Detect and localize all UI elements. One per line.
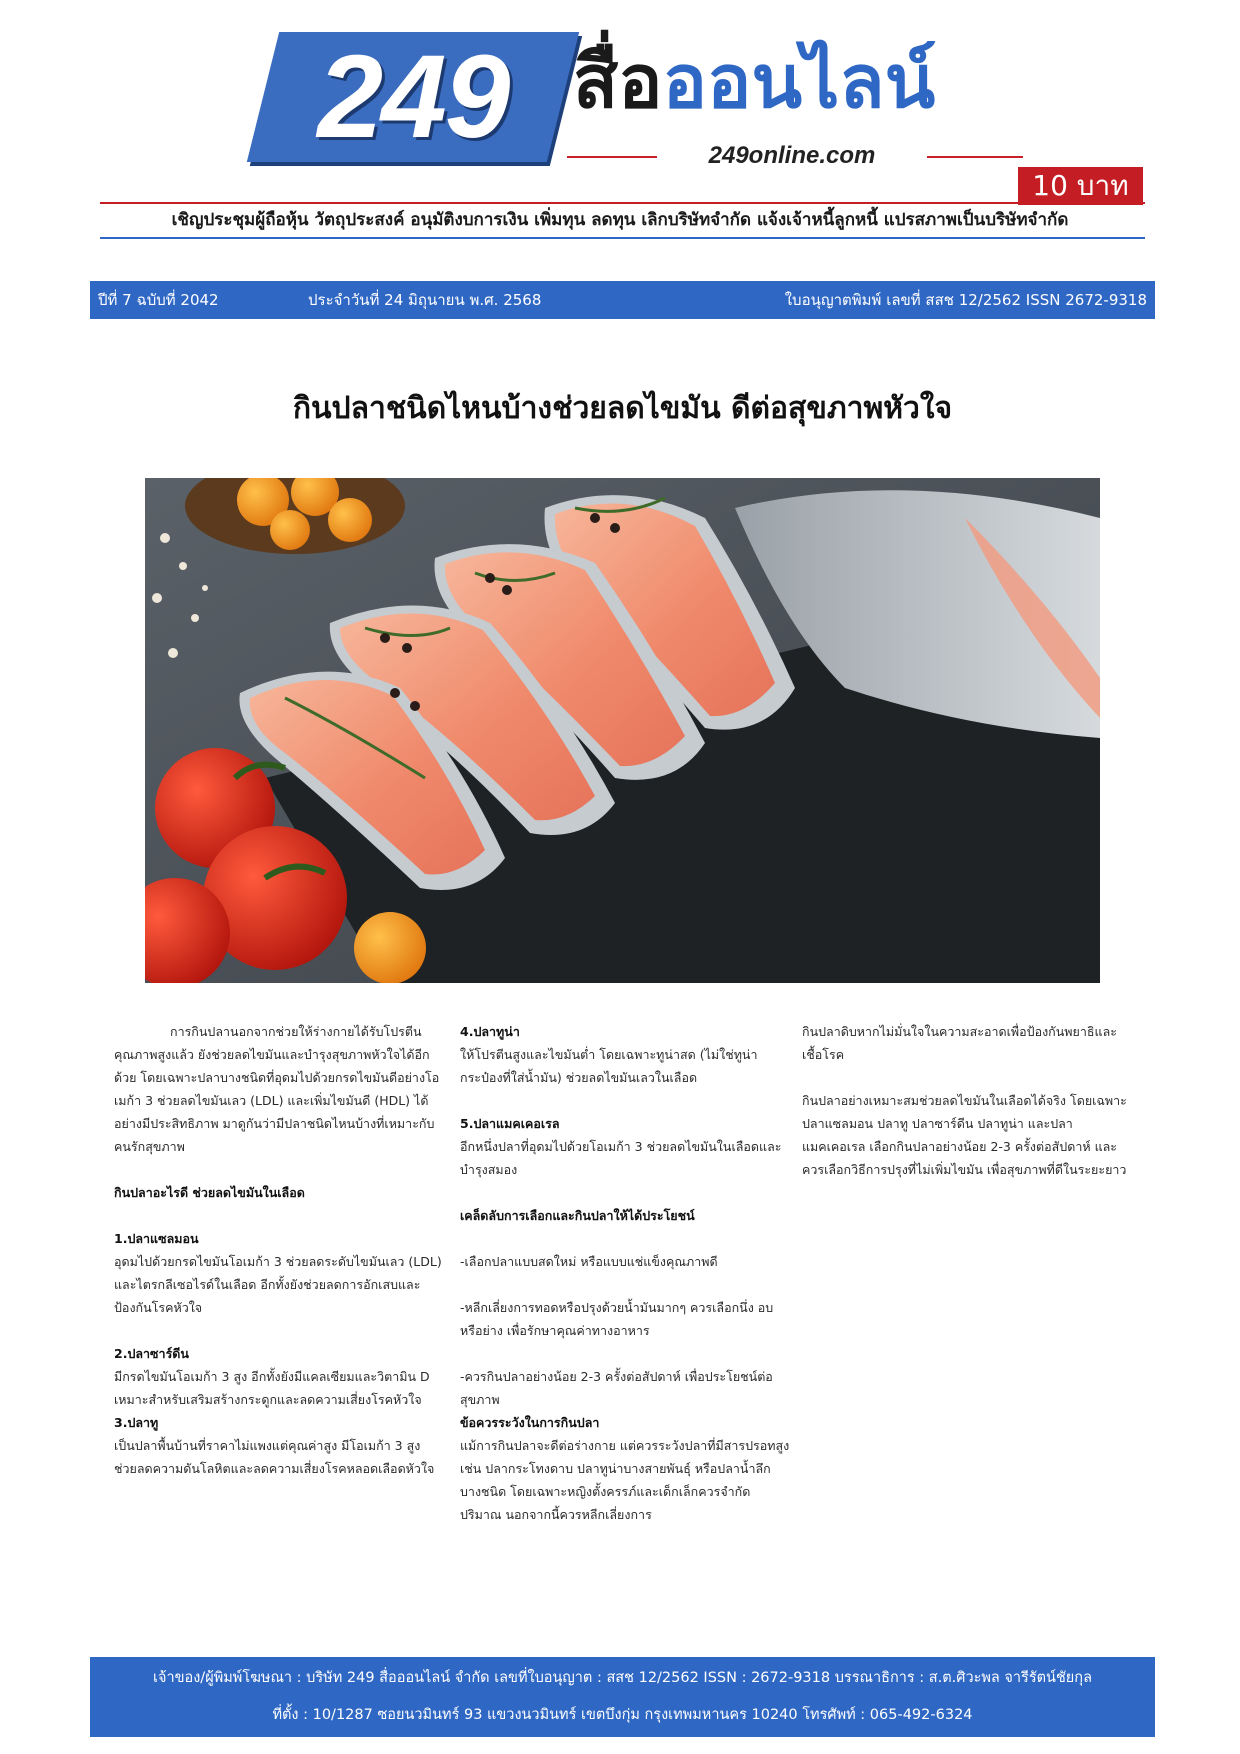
item-title-sardine: 2.ปลาซาร์ดีน — [114, 1346, 189, 1361]
article-intro: การกินปลานอกจากช่วยให้ร่างกายได้รับโปรตีนคุณภาพสูงแล้ว ยังช่วยลดไขมันและบำรุงสุขภาพหัวใจได้อีกด้วย โดยเฉพาะปลาบางชนิดที่อุดมไปด้วยกรดไขมันดีอย่างโอเมก้า 3 ช่วยลดไขมันเลว (LDL) และเพิ่มไขมันดี (HDL) ได้อย่างมีประสิทธิภาพ มาดูกันว่ามีปลาชนิดไหนบ้างที่เหมาะกับคนรักสุขภาพ — [114, 1024, 440, 1154]
item-text-salmon: อุดมไปด้วยกรดไขมันโอเมก้า 3 ช่วยลดระดับไขมันเลว (LDL) และไตรกลีเซอไรด์ในเลือด อีกทั้งยังช่วยลดการอักเสบและป้องกันโรคหัวใจ — [114, 1254, 442, 1315]
logo-url: 249online.com — [708, 142, 876, 169]
article-column-3 — [802, 1020, 1132, 1181]
item-title-mackerel: 5.ปลาแมคเคอเรล — [460, 1116, 560, 1131]
article-headline: กินปลาชนิดไหนบ้างช่วยลดไขมัน ดีต่อสุขภาพหัวใจ — [292, 391, 953, 426]
item-title-tuna: 4.ปลาทูน่า — [460, 1024, 520, 1039]
logo-name-part2: ออนไลน์ — [662, 39, 936, 125]
article-photo — [145, 478, 1100, 983]
section-heading: กินปลาอะไรดี ช่วยลดไขมันในเลือด — [114, 1185, 305, 1200]
price-badge: 10 บาท — [1018, 167, 1143, 205]
issue-number: ปีที่ 7 ฉบับที่ 2042 — [98, 291, 219, 309]
masthead-tagline: เชิญประชุมผู้ถือหุ้น วัตถุประสงค์ อนุมัติงบการเงิน เพิ่มทุน ลดทุน เลิกบริษัทจำกัด แจ้งเจ้าหนี้ลูกหนี้ แปรสภาพเป็นบริษัทจำกัด — [171, 210, 1069, 230]
item-text-tuna: ให้โปรตีนสูงและไขมันต่ำ โดยเฉพาะทูน่าสด (ไม่ใช่ทูน่ากระป๋องที่ใส่น้ำมัน) ช่วยลดไขมันเลวในเลือด — [460, 1047, 758, 1085]
tip-2: -หลีกเลี่ยงการทอดหรือปรุงด้วยน้ำมันมากๆ ควรเลือกนึ่ง อบ หรือย่าง เพื่อรักษาคุณค่าทางอาหาร — [460, 1300, 774, 1338]
logo-number: 249 — [317, 31, 509, 163]
logo-rule-left — [567, 156, 657, 158]
issue-license: ใบอนุญาตพิมพ์ เลขที่ สสช 12/2562 ISSN 2672-9318 — [784, 291, 1147, 309]
article-closing: กินปลาอย่างเหมาะสมช่วยลดไขมันในเลือดได้จริง โดยเฉพาะปลาแซลมอน ปลาทู ปลาซาร์ดีน ปลาทูน่า และปลาแมคเคอเรล เลือกกินปลาอย่างน้อย 2-3 ครั้งต่อสัปดาห์ และควรเลือกวิธีการปรุงที่ไม่เพิ่มไขมัน เพื่อสุขภาพที่ดีในระยะยาว — [802, 1093, 1127, 1177]
tips-heading: เคล็ดลับการเลือกและกินปลาให้ได้ประโยชน์ — [460, 1208, 695, 1223]
item-text-sardine: มีกรดไขมันโอเมก้า 3 สูง อีกทั้งยังมีแคลเซียมและวิตามิน D เหมาะสำหรับเสริมสร้างกระดูกและลดความเสี่ยงโรคหัวใจ — [114, 1369, 430, 1407]
item-text-mackerel-thai: เป็นปลาพื้นบ้านที่ราคาไม่แพงแต่คุณค่าสูง มีโอเมก้า 3 สูง ช่วยลดความดันโลหิตและลดความเสี่ยงโรคหลอดเลือดหัวใจ — [114, 1438, 435, 1476]
footer-bar — [90, 1657, 1155, 1737]
caution-continuation: กินปลาดิบหากไม่มั่นใจในความสะอาดเพื่อป้องกันพยาธิและเชื้อโรค — [802, 1024, 1117, 1062]
footer-address: ที่ตั้ง : 10/1287 ซอยนวมินทร์ 93 แขวงนวมินทร์ เขตบึงกุ่ม กรุงเทพมหานคร 10240 โทรศัพท์ : 065-492-6324 — [272, 1707, 973, 1723]
article-column-2 — [460, 1020, 790, 1526]
item-title-salmon: 1.ปลาแซลมอน — [114, 1231, 199, 1246]
article-column-1 — [114, 1020, 444, 1480]
issue-date: ประจำวันที่ 24 มิถุนายน พ.ศ. 2568 — [308, 291, 542, 309]
issue-bar — [90, 281, 1155, 319]
masthead-blue-rule — [100, 237, 1145, 239]
logo-name-part1: สื่อ — [573, 39, 663, 125]
item-title-mackerel-thai: 3.ปลาทู — [114, 1415, 159, 1430]
item-text-mackerel: อีกหนึ่งปลาที่อุดมไปด้วยโอเมก้า 3 ช่วยลดไขมันในเลือดและบำรุงสมอง — [460, 1139, 782, 1177]
masthead-logo — [255, 28, 995, 188]
caution-heading: ข้อควรระวังในการกินปลา — [460, 1415, 600, 1430]
logo-name — [573, 34, 935, 130]
logo-number-block — [247, 32, 579, 162]
masthead-red-rule — [100, 202, 1145, 204]
logo-rule-right — [927, 156, 1023, 158]
caution-text: แม้การกินปลาจะดีต่อร่างกาย แต่ควรระวังปลาที่มีสารปรอทสูง เช่น ปลากระโทงดาบ ปลาทูน่าบางสายพันธุ์ หรือปลาน้ำลึกบางชนิด โดยเฉพาะหญิงตั้งครรภ์และเด็กเล็กควรจำกัดปริมาณ นอกจากนี้ควรหลีกเลี่ยงการ — [460, 1438, 790, 1522]
footer-publisher: เจ้าของ/ผู้พิมพ์โฆษณา : บริษัท 249 สื่อออนไลน์ จำกัด เลขที่ใบอนุญาต : สสช 12/2562 ISSN : 2672-9318 บรรณาธิการ : ส.ต.ศิวะพล จารีรัตน์ชัยกุล — [153, 1670, 1092, 1686]
tip-3: -ควรกินปลาอย่างน้อย 2-3 ครั้งต่อสัปดาห์ เพื่อประโยชน์ต่อสุขภาพ — [460, 1369, 773, 1407]
tip-1: -เลือกปลาแบบสดใหม่ หรือแบบแช่แข็งคุณภาพดี — [460, 1254, 718, 1269]
